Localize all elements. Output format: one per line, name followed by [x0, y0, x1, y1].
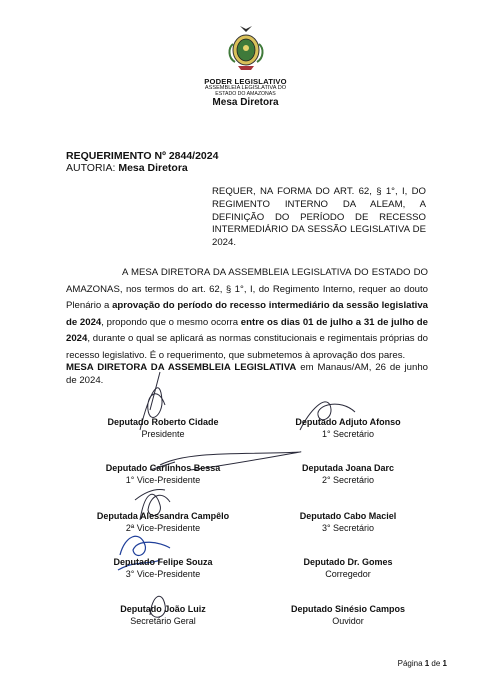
signatory-name: Deputada Joana Darc: [301, 463, 395, 473]
signatory-role: 1° Vice-Presidente: [125, 474, 201, 485]
header-mesa-diretora: Mesa Diretora: [212, 97, 279, 108]
signatory-role: 1° Secretário: [321, 428, 375, 439]
signatory-role: 3° Vice-Presidente: [125, 568, 201, 579]
signatory-role: Corregedor: [325, 568, 371, 579]
signatory-name: Deputado Roberto Cidade: [107, 417, 219, 427]
signatory-role: Presidente: [141, 428, 185, 439]
document-autoria: [66, 162, 188, 174]
signatory-name: Deputada Alessandra Campêlo: [96, 511, 230, 521]
signature-block-3-vice-presidente: [78, 557, 248, 580]
signatory-name: Deputado Cabo Maciel: [299, 511, 397, 521]
signatory-role: 3° Secretário: [321, 522, 375, 533]
signatory-role: 2ª Vice-Presidente: [125, 522, 201, 533]
signatory-name: Deputado Felipe Souza: [113, 557, 213, 567]
page-current: 1: [424, 659, 430, 668]
signatory-role: Secretário Geral: [130, 615, 196, 626]
document-body: [66, 265, 428, 365]
signature-block-corregedor: [263, 557, 433, 580]
closing-bold: MESA DIRETORA DA ASSEMBLEIA LEGISLATIVA: [66, 362, 297, 373]
body-bold-approval: aprovação do período do recesso intermediário da sessão legislativa de 2024: [66, 300, 428, 328]
signature-block-secretario-geral: [78, 604, 248, 627]
signature-block-3-secretario: [263, 511, 433, 534]
page-total: 1: [442, 659, 447, 668]
body-text-part2: , propondo que o mesmo ocorra: [101, 316, 241, 328]
page-label: Página: [397, 659, 425, 668]
signatory-name: Deputado Adjuto Afonso: [295, 417, 401, 427]
header-estado: ESTADO DO AMAZONAS: [215, 91, 276, 97]
page-number: [398, 659, 447, 668]
signatory-name: Deputado João Luiz: [120, 604, 206, 614]
body-text-part3: , durante o qual se aplicará as normas constitucionais e regimentais próprias do recesso legislativo. É o requerimento, que submetemos à aprovação dos pares.: [66, 333, 428, 361]
signatory-name: Deputado Carlinhos Bessa: [105, 463, 221, 473]
body-text-part1: A MESA DIRETORA DA ASSEMBLEIA LEGISLATIVA DO ESTADO DO AMAZONAS, nos termos do art. 62, § 1°, I, do Regimento Interno, requer ao douto Plenário a: [66, 267, 428, 312]
document-ementa: REQUER, NA FORMA DO ART. 62, § 1°, I, DO REGIMENTO INTERNO DA ALEAM, A DEFINIÇÃO DO PERÍODO DE RECESSO INTERMEDIÁRIO DA SESSÃO LEGISLATIVA DE 2024.: [212, 186, 426, 249]
header-assembleia: ASSEMBLEIA LEGISLATIVA DO: [204, 85, 287, 91]
signature-block-ouvidor: [263, 604, 433, 627]
signatory-name: Deputado Dr. Gomes: [303, 557, 393, 567]
signature-block-2-vice-presidente: [78, 511, 248, 534]
signature-block-2-secretario: [263, 463, 433, 486]
closing-rest: em Manaus/AM, 26 de junho de 2024.: [66, 362, 428, 386]
coat-of-arms-seal: [226, 22, 266, 72]
document-number: REQUERIMENTO Nº 2844/2024: [66, 150, 219, 162]
signatory-role: Ouvidor: [332, 615, 364, 626]
body-bold-dates: entre os dias 01 de julho a 31 de julho de 2024: [66, 316, 428, 345]
signatory-name: Deputado Sinésio Campos: [290, 604, 406, 614]
signature-block-1-secretario: [263, 417, 433, 440]
signature-block-1-vice-presidente: [78, 463, 248, 486]
page-of: de: [429, 659, 443, 668]
signature-block-presidente: [78, 417, 248, 440]
autoria-value: Mesa Diretora: [118, 162, 188, 174]
signatory-role: 2° Secretário: [321, 474, 375, 485]
autoria-label: AUTORIA:: [66, 162, 119, 174]
header-poder-legislativo: PODER LEGISLATIVO: [204, 77, 287, 86]
